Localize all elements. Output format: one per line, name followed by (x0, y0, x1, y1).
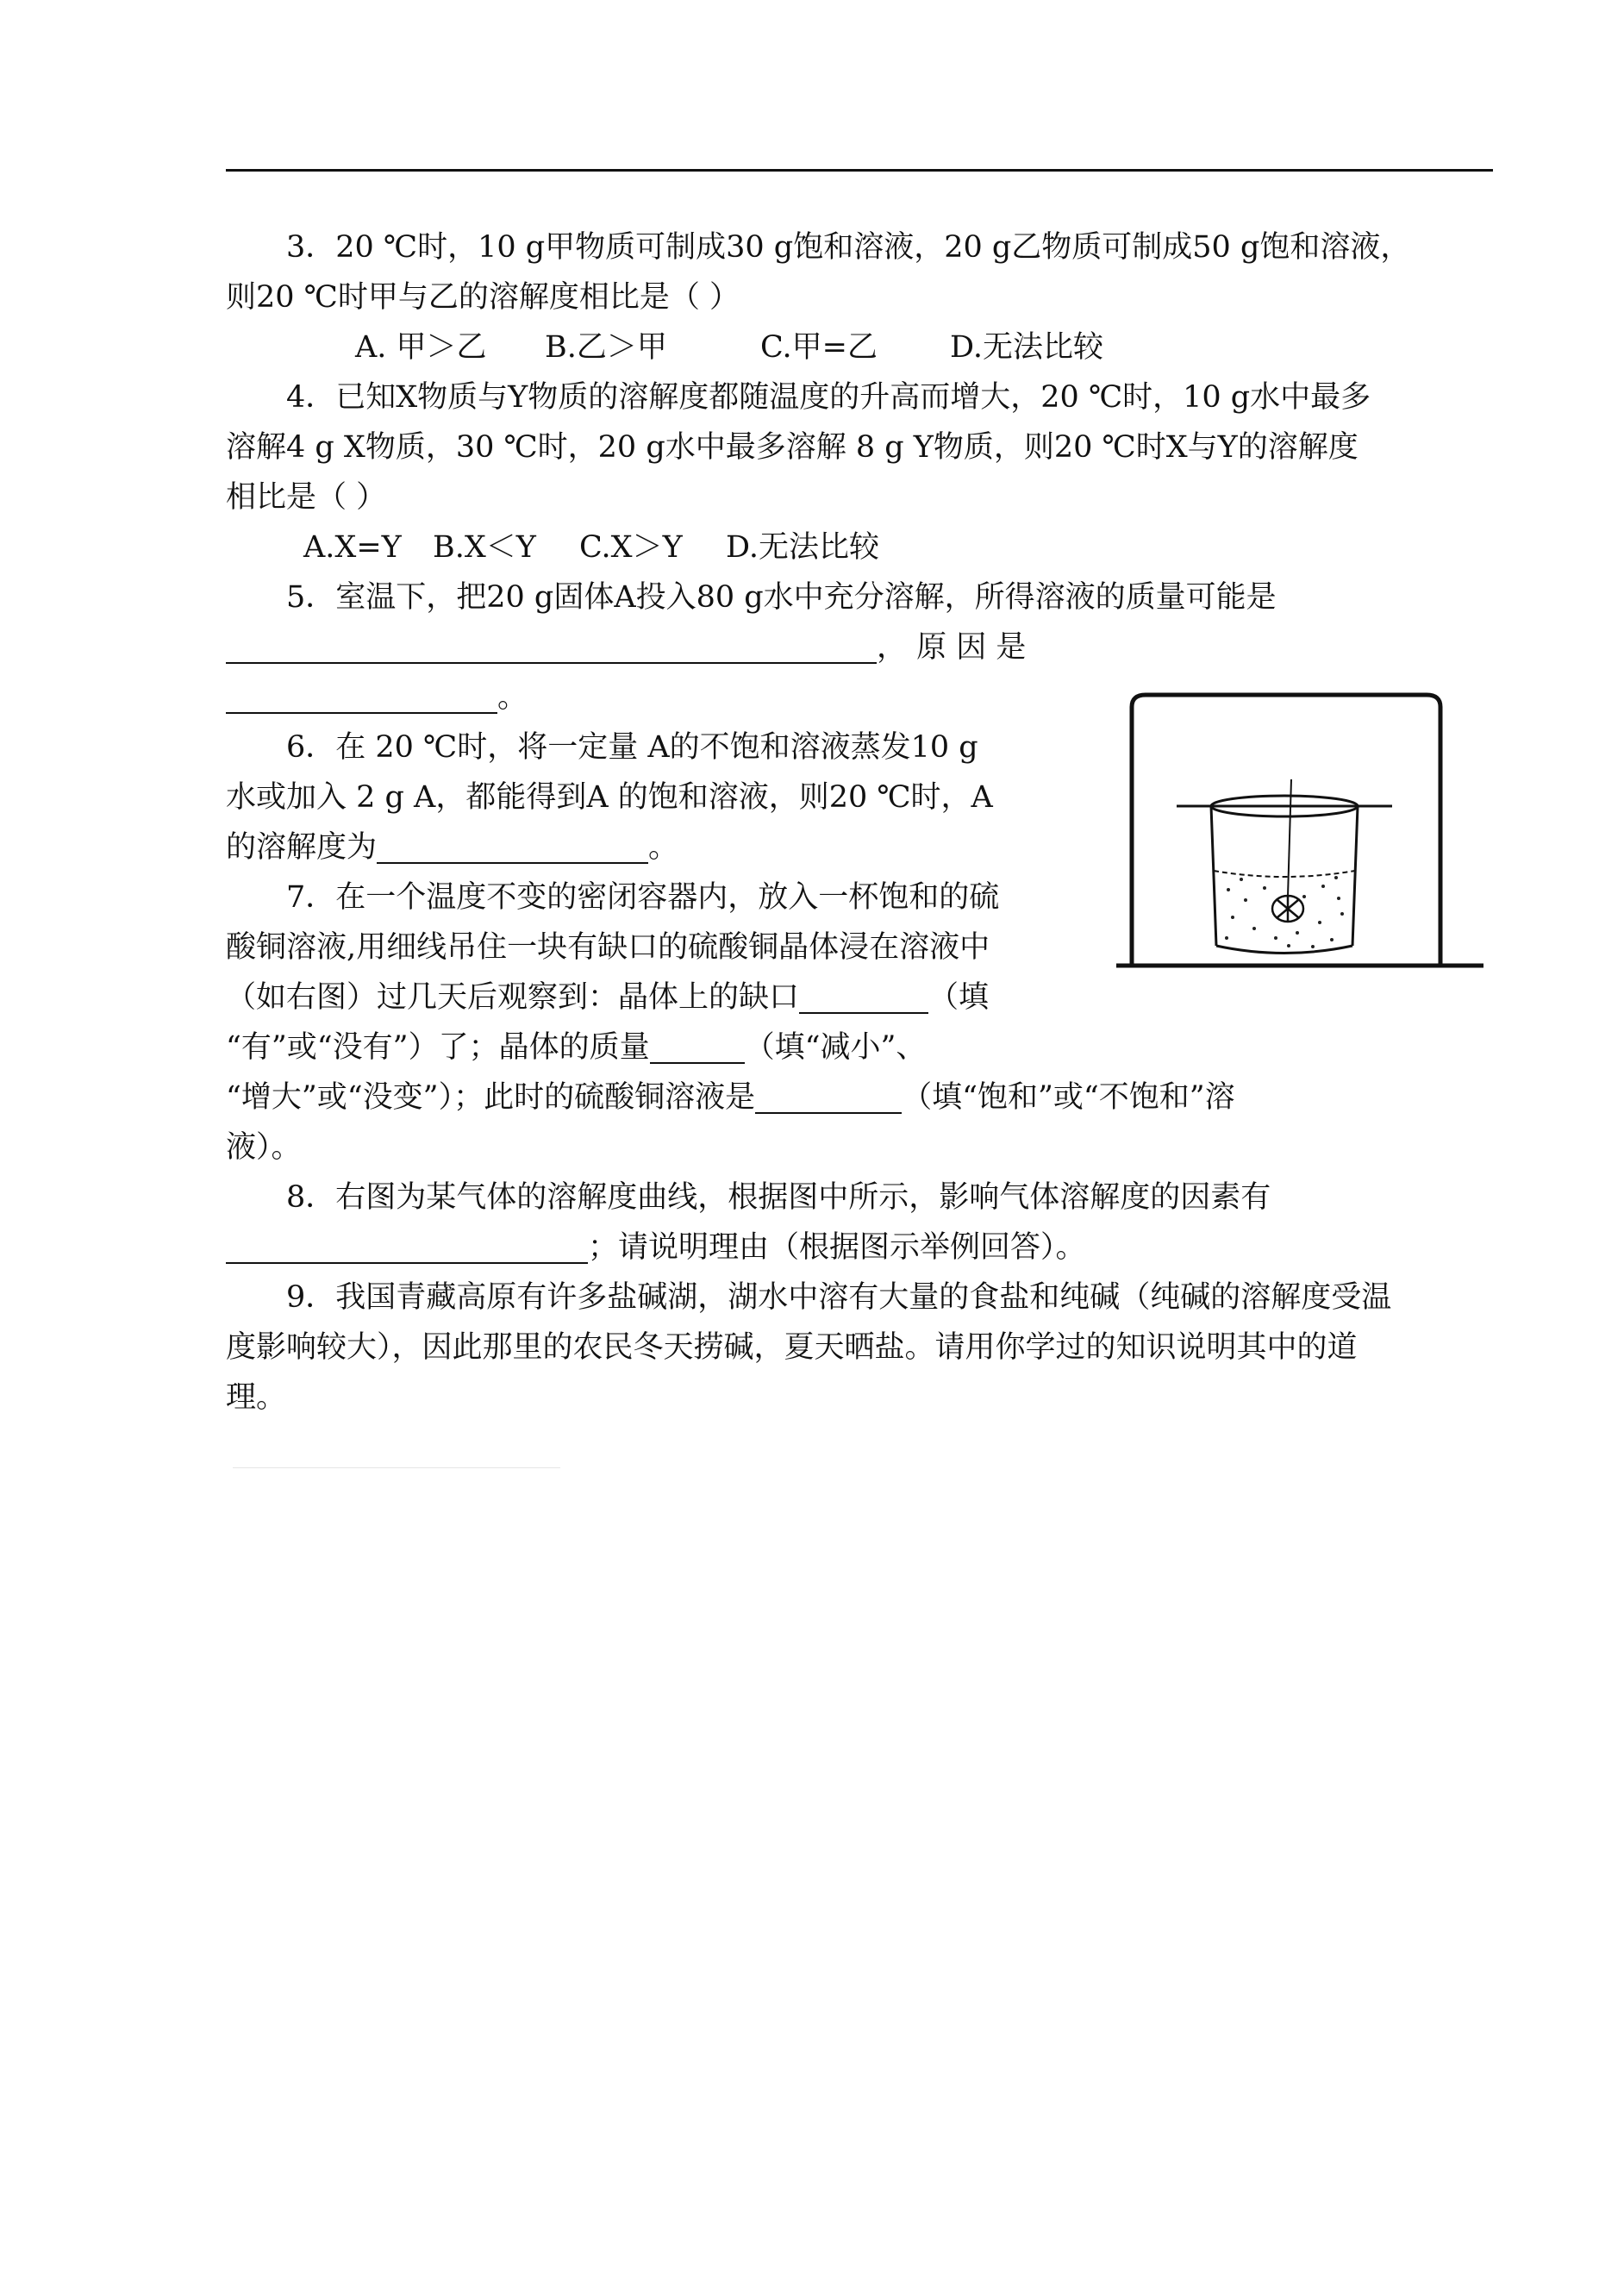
question-7-text: （填“减小”、 (744, 1030, 927, 1065)
question-6-line-2: 水或加入 2 g A，都能得到A 的饱和溶液，则20 ℃时，A (226, 780, 993, 815)
question-7-text: （填 (928, 980, 990, 1015)
question-8-text: ；请说明理由（根据图示举例回答）。 (588, 1230, 1086, 1265)
option-a: A. 甲＞乙 (355, 330, 487, 365)
question-6-text: 的溶解度为 (226, 830, 378, 865)
question-9-line-3: 理。 (226, 1380, 287, 1415)
answer-blank[interactable] (226, 633, 877, 664)
question-3-line-2: 则20 ℃时甲与乙的溶解度相比是（ ） (226, 280, 740, 315)
question-7-text: （填“饱和”或“不饱和”溶 (902, 1080, 1235, 1115)
faint-divider (233, 1467, 560, 1468)
punctuation: 。 (648, 830, 679, 865)
question-4-line-1: 4．已知X物质与Y物质的溶解度都随温度的升高而增大，20 ℃时，10 g水中最多 (286, 380, 1371, 415)
question-4-options (226, 522, 1519, 572)
question-4-line-2: 溶解4 g X物质，30 ℃时，20 g水中最多溶解 8 g Y物质，则20 ℃时X与Y的溶解度 (226, 430, 1359, 465)
question-7-line-6: 液）。 (226, 1130, 302, 1165)
option-c: C.甲=乙 (760, 330, 878, 365)
question-9-line-1: 9．我国青藏高原有许多盐碱湖，湖水中溶有大量的食盐和纯碱（纯碱的溶解度受温 (286, 1280, 1392, 1315)
question-5-reason-label: ， 原 因 是 (877, 630, 1027, 665)
option-a: A.X=Y (303, 530, 402, 565)
option-c: C.X＞Y (579, 530, 683, 565)
question-7-text: “增大”或“没变”）；此时的硫酸铜溶液是 (226, 1080, 756, 1115)
solution-surface (1214, 871, 1355, 877)
question-5-line-1: 5．室温下，把20 g固体A投入80 g水中充分溶解，所得溶液的质量可能是 (286, 580, 1277, 615)
question-3-line-1: 3．20 ℃时，10 g甲物质可制成30 g饱和溶液，20 g乙物质可制成50 g饱和溶液， (286, 230, 1411, 265)
punctuation: 。 (497, 680, 528, 715)
option-d: D.无法比较 (726, 530, 879, 565)
question-7-line-4 (226, 1022, 1519, 1072)
question-7-line-3 (226, 972, 1519, 1022)
answer-blank[interactable] (226, 683, 497, 714)
question-7-line-1: 7．在一个温度不变的密闭容器内，放入一杯饱和的硫 (286, 880, 1000, 915)
answer-blank[interactable] (650, 1033, 745, 1064)
sealed-container-figure (1116, 683, 1487, 976)
option-b: B.X＜Y (433, 530, 536, 565)
answer-blank[interactable] (799, 983, 928, 1014)
question-7-line-2: 酸铜溶液,用细线吊住一块有缺口的硫酸铜晶体浸在溶液中 (226, 930, 990, 965)
option-b: B.乙＞甲 (545, 330, 667, 365)
question-7-text: （如右图）过几天后观察到：晶体上的缺口 (226, 980, 800, 1015)
beaker-right-wall (1352, 806, 1358, 946)
answer-blank[interactable] (226, 1233, 588, 1264)
question-7-text: “有”或“没有”）了；晶体的质量 (226, 1030, 650, 1065)
question-3-options (226, 322, 1519, 372)
header-rule (226, 169, 1493, 172)
question-8-line-2 (226, 1223, 1519, 1273)
container-outline (1132, 695, 1440, 966)
answer-blank[interactable] (755, 1083, 902, 1114)
option-d: D.无法比较 (950, 330, 1103, 365)
question-8-line-1: 8．右图为某气体的溶解度曲线，根据图中所示，影响气体溶解度的因素有 (286, 1180, 1271, 1215)
question-5-line-2 (226, 622, 1519, 672)
question-4-line-3: 相比是（ ） (226, 480, 387, 515)
question-6-line-1: 6．在 20 ℃时，将一定量 A的不饱和溶液蒸发10 g (286, 730, 978, 765)
crystal (1272, 896, 1303, 922)
question-9-line-2: 度影响较大），因此那里的农民冬天捞碱，夏天晒盐。请用你学过的知识说明其中的道 (226, 1330, 1358, 1365)
answer-blank[interactable] (377, 833, 648, 864)
beaker-left-wall (1211, 806, 1216, 946)
beaker-bottom (1216, 946, 1352, 954)
question-7-line-5 (226, 1072, 1519, 1122)
